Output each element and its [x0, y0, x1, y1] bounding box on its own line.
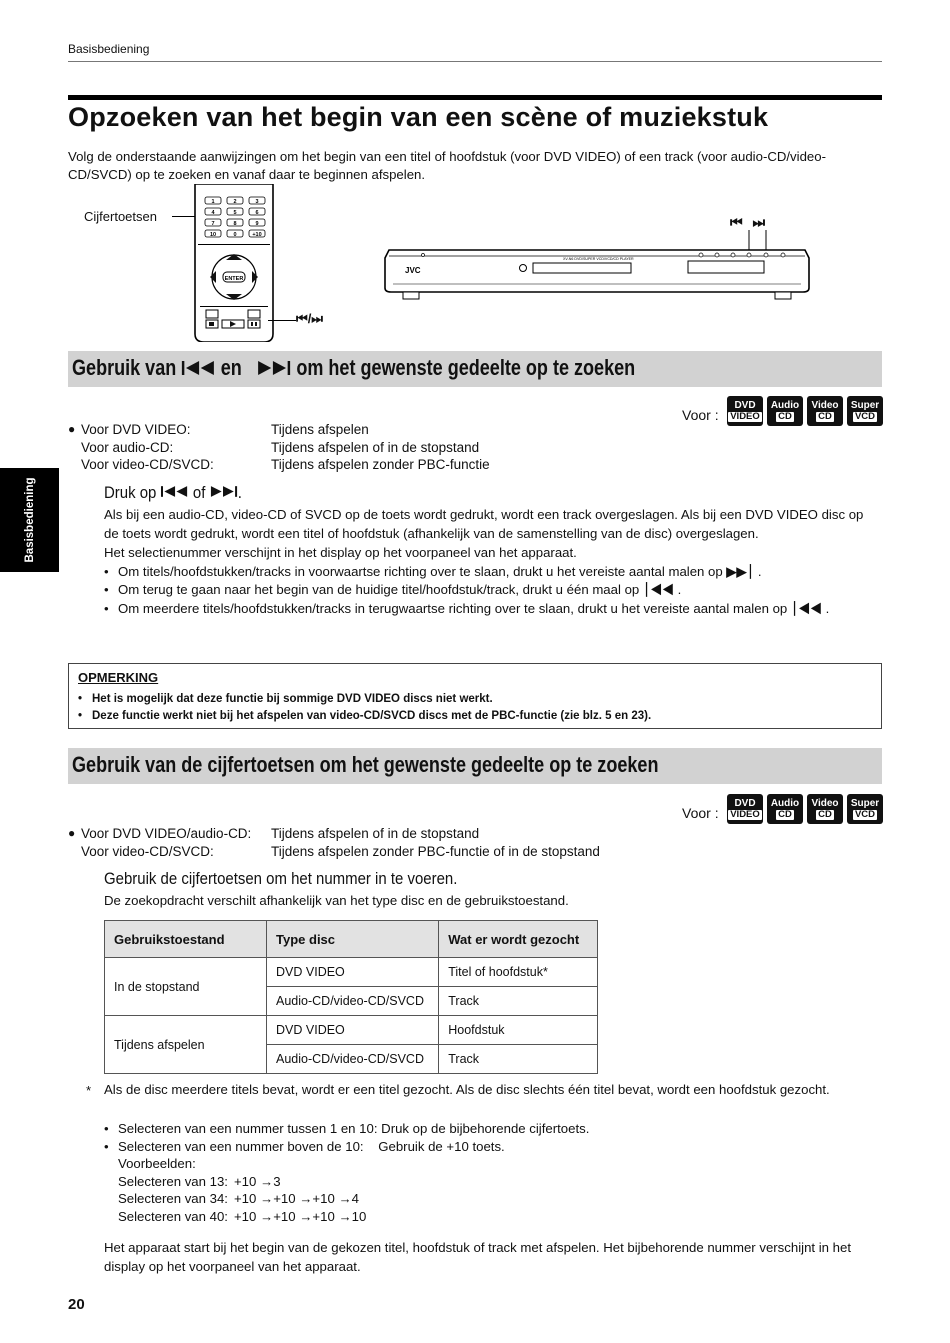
- disc-badge-top: Video: [811, 797, 839, 809]
- step-skip: Druk op of .: [104, 483, 242, 502]
- player-illustration: [383, 228, 811, 304]
- disc-badge: [847, 794, 883, 824]
- disc-badge-top: Super: [850, 399, 880, 411]
- bullet-over-10: • Selecteren van een nummer boven de 10: Gebruik de +10 toets.: [104, 1138, 864, 1156]
- header-rule: [68, 61, 882, 62]
- disc-badge: [767, 396, 803, 426]
- disc-badge-top: Video: [811, 399, 839, 411]
- condition-row: [81, 825, 600, 843]
- examples-label: Voorbeelden:: [118, 1156, 196, 1171]
- disc-badge: [727, 396, 763, 426]
- remote-key-label: 7: [211, 221, 215, 227]
- remote-key-label: 10: [209, 232, 217, 238]
- bullet-dot: ●: [68, 826, 76, 840]
- skip-description: [104, 506, 880, 618]
- condition-state: Tijdens afspelen of in de stopstand: [271, 826, 480, 841]
- disc-badge-bottom: CD: [778, 410, 792, 422]
- skip-paragraph-2: Het selectienummer verschijnt in het display op het voorpaneel van het apparaat.: [104, 545, 577, 560]
- remote-key-label: 4: [211, 210, 215, 216]
- search-table: [104, 920, 598, 1074]
- step-number-keys: Gebruik de cijfertoetsen om het nummer in te voeren.: [104, 869, 458, 888]
- condition-row: [81, 843, 600, 861]
- disc-badge: [847, 396, 883, 426]
- disc-badge-top: Audio: [770, 797, 800, 809]
- note-item: • Het is mogelijk dat deze functie bij sommige DVD VIDEO discs niet werkt.: [78, 691, 651, 708]
- page-title: Opzoeken van het begin van een scène of muziekstuk: [68, 102, 769, 132]
- disc-badge-bottom: VCD: [854, 410, 876, 422]
- condition-disc: Voor DVD VIDEO/audio-CD:: [81, 826, 252, 841]
- remote-key-label: 5: [233, 210, 237, 216]
- closing-paragraph: Het apparaat start bij het begin van de gekozen titel, hoofdstuk of track met afspelen. Het bijbehorende nummer verschijnt in het display op het voorpaneel van het apparaat.: [104, 1240, 851, 1274]
- voor-label: Voor :: [682, 805, 719, 821]
- side-tab-label: Basisbediening: [23, 477, 36, 563]
- disc-badge-bottom: VIDEO: [730, 808, 760, 820]
- remote-key-label: +10: [252, 232, 262, 238]
- table-cell-state: In de stopstand: [105, 958, 267, 1016]
- example-label: Selecteren van 13:: [118, 1173, 228, 1189]
- remote-key-label: 0: [233, 232, 237, 238]
- table-cell-result: Track: [439, 987, 598, 1016]
- condition-disc: Voor video-CD/SVCD:: [81, 843, 214, 859]
- header-section-label: Basisbediening: [68, 42, 150, 56]
- table-cell-result: Hoofdstuk: [439, 1016, 598, 1045]
- example-sequence: +10 →+10 →+10 →10: [233, 1208, 367, 1224]
- disc-badge: [727, 794, 763, 824]
- note-title: OPMERKING: [78, 670, 159, 685]
- disc-badge-top: Super: [850, 797, 880, 809]
- table-header: Type disc: [267, 921, 439, 958]
- remote-key-label: 2: [233, 199, 237, 205]
- disc-badge: [807, 794, 843, 824]
- step-number-keys-text: De zoekopdracht verschilt afhankelijk van het type disc en de gebruikstoestand.: [104, 893, 569, 908]
- footnote: Als de disc meerdere titels bevat, wordt er een titel gezocht. Als de disc slechts één titel bevat, wordt een hoofdstuk gezocht.: [104, 1082, 830, 1097]
- condition-row: [81, 421, 490, 439]
- table-cell-result: Track: [439, 1045, 598, 1074]
- skip-symbol: ⏐◀◀: [790, 600, 822, 616]
- skip-forward-icon: [210, 485, 238, 498]
- disc-badge-bottom: CD: [778, 808, 792, 820]
- remote-key-label: 9: [255, 221, 259, 227]
- bullet-1-10: • Selecteren van een nummer tussen 1 en 10: Druk op de bijbehorende cijfertoets.: [104, 1120, 864, 1138]
- disc-badge: [807, 396, 843, 426]
- disc-badges: [727, 396, 883, 426]
- bullet-dot: ●: [68, 422, 76, 436]
- title-rule: [68, 95, 882, 100]
- section-heading-number-keys: [68, 748, 882, 784]
- example-row: [115, 1173, 366, 1191]
- condition-row: [81, 439, 490, 457]
- example-label: Selecteren van 34:: [118, 1191, 228, 1206]
- condition-row: [81, 456, 490, 474]
- conditions-list: [81, 825, 600, 860]
- disc-badge-bottom: CD: [818, 808, 832, 820]
- table-cell-result: Titel of hoofdstuk*: [439, 958, 598, 987]
- remote-key-label: 1: [211, 199, 215, 205]
- example-sequence: +10 →+10 →+10 →4: [233, 1191, 359, 1206]
- note-list: [78, 691, 651, 725]
- example-row: [115, 1190, 366, 1208]
- skip-paragraph-1: Als bij een audio-CD, video-CD of SVCD op de toets wordt gedrukt, wordt een track overgeslagen. Als bij een DVD VIDEO disc op de toets wordt gedrukt, wordt een titel of hoofdstuk (afhankelijk van de samenstelling van de disc) overgeslagen.: [104, 507, 864, 541]
- condition-state: Tijdens afspelen of in de stopstand: [271, 439, 480, 455]
- condition-disc: Voor DVD VIDEO:: [81, 422, 191, 437]
- disc-badge-top: Audio: [770, 399, 800, 411]
- conditions-list: [81, 421, 490, 474]
- skip-back-icon: [181, 360, 215, 376]
- condition-disc: Voor video-CD/SVCD:: [81, 457, 214, 472]
- example-sequence: +10 →3: [233, 1173, 281, 1189]
- condition-state: Tijdens afspelen zonder PBC-functie: [271, 457, 490, 472]
- table-row: [105, 1016, 598, 1045]
- skip-bullet: • Om meerdere titels/hoofdstukken/tracks in terugwaartse richting over te slaan, drukt u het vereiste aantal malen op ⏐◀◀ .: [104, 600, 880, 619]
- table-header: Gebruikstoestand: [105, 921, 267, 958]
- svg-text:ENTER: ENTER: [224, 276, 244, 282]
- label-number-keys: Cijfertoetsen: [84, 209, 157, 224]
- skip-symbol: ⏐◀◀: [642, 582, 674, 597]
- disc-badges: [727, 794, 883, 824]
- disc-badge-bottom: VIDEO: [730, 410, 760, 422]
- condition-state: Tijdens afspelen zonder PBC-functie of in de stopstand: [271, 843, 600, 859]
- table-header: Wat er wordt gezocht: [439, 921, 598, 958]
- table-cell-disc: DVD VIDEO: [267, 1016, 439, 1045]
- example-row: [115, 1208, 366, 1226]
- table-cell-disc: Audio-CD/video-CD/SVCD: [267, 987, 439, 1016]
- skip-back-icon: [161, 485, 189, 498]
- leader-line: [268, 320, 296, 321]
- table-cell-state: Tijdens afspelen: [105, 1016, 267, 1074]
- note-item: • Deze functie werkt niet bij het afspelen van video-CD/SVCD discs met de PBC-functie (zie blz. 5 en 23).: [78, 708, 651, 725]
- examples-table: [115, 1173, 366, 1226]
- skip-forward-icon: [257, 360, 291, 376]
- remote-key-label: 3: [255, 199, 259, 205]
- skip-symbol: ▶▶⏐: [726, 563, 755, 579]
- skip-bullet: • Om titels/hoofdstukken/tracks in voorwaartse richting over te slaan, drukt u het vereiste aantal malen op ▶▶⏐ .: [104, 563, 880, 582]
- voor-label: Voor :: [682, 407, 719, 423]
- disc-badge-top: DVD: [734, 797, 756, 809]
- table-cell-disc: DVD VIDEO: [267, 958, 439, 987]
- label-player-skip: ⏮ ⏭: [730, 214, 769, 230]
- page-number: 20: [68, 1296, 85, 1313]
- footnote-mark: *: [86, 1083, 92, 1098]
- disc-badge-bottom: CD: [818, 410, 832, 422]
- section-heading-skip: [68, 351, 882, 387]
- remote-key-label: 8: [233, 221, 237, 227]
- svg-text:XV-N6 DVD/SUPER VCD/VCD/CD P: XV-N6 DVD/SUPER VCD/VCD/CD PLAYER: [563, 257, 634, 261]
- skip-bullet-list: [104, 563, 880, 619]
- disc-badge-top: DVD: [734, 399, 756, 411]
- skip-bullet: • Om terug te gaan naar het begin van de huidige titel/hoofdstuk/track, drukt u één maal op ⏐◀◀ .: [104, 581, 880, 600]
- disc-badge: [767, 794, 803, 824]
- svg-text:JVC: JVC: [405, 266, 421, 275]
- disc-badge-bottom: VCD: [854, 808, 876, 820]
- section-heading-number-keys-text: Gebruik van de cijfertoetsen om het gewenste gedeelte op te zoeken: [72, 752, 659, 777]
- section-heading-skip-text: Gebruik van en om het gewenste gedeelte op te zoeken: [72, 355, 636, 380]
- condition-state: Tijdens afspelen: [271, 422, 369, 437]
- condition-disc: Voor audio-CD:: [81, 439, 174, 455]
- label-remote-skip: ⏮/⏭: [296, 311, 324, 326]
- remote-illustration: [192, 184, 276, 342]
- intro-paragraph: Volg de onderstaande aanwijzingen om het begin van een titel of hoofdstuk (voor DVD VIDEO) of een track (voor audio-CD/video-CD/SVCD) op te zoeken en vanaf daar te beginnen afspelen.: [68, 149, 826, 182]
- table-cell-disc: Audio-CD/video-CD/SVCD: [267, 1045, 439, 1074]
- remote-key-label: 6: [255, 210, 259, 216]
- number-selection-list: [104, 1120, 864, 1225]
- note-box: [68, 663, 882, 729]
- side-tab: [0, 468, 59, 572]
- example-label: Selecteren van 40:: [118, 1208, 228, 1224]
- table-row: [105, 958, 598, 987]
